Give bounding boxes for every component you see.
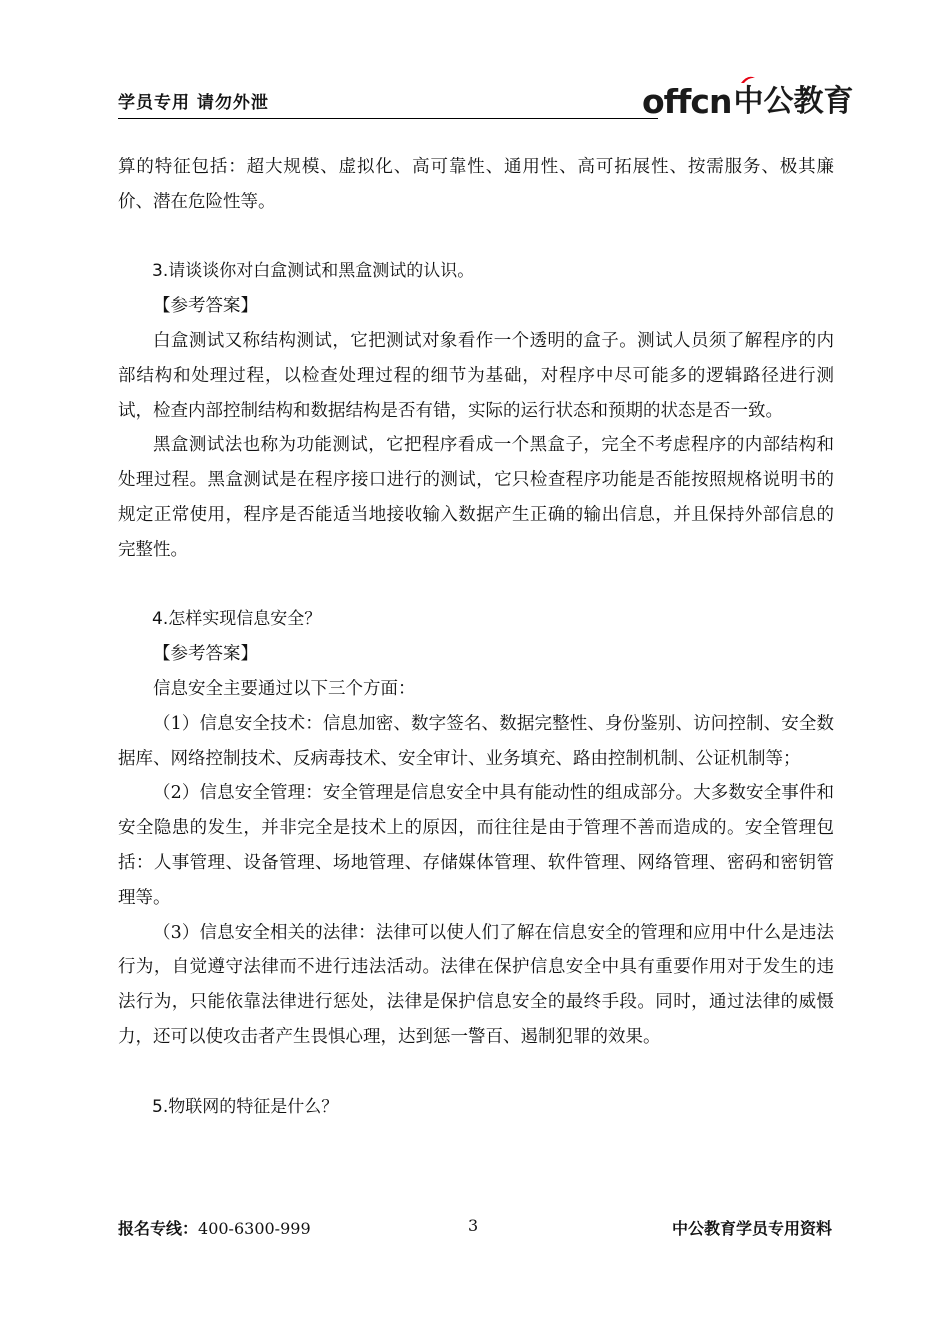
answer-4-item-1: （1）信息安全技术：信息加密、数字签名、数据完整性、身份鉴别、访问控制、安全数据库、网络控制技术、反病毒技术、安全审计、业务填充、路由控制机制、公证机制等； bbox=[118, 713, 834, 769]
header-notice: 学员专用 请勿外泄 bbox=[118, 93, 269, 113]
answer-4-intro: 信息安全主要通过以下三个方面： bbox=[153, 678, 416, 699]
answer-tag-3: 【参考答案】 bbox=[153, 296, 258, 317]
hotline-label: 报名专线： bbox=[118, 1219, 199, 1238]
logo-latin-text: offcn bbox=[642, 82, 732, 121]
page-body bbox=[118, 150, 834, 1124]
footer-brand-note: 中公教育学员专用资料 bbox=[671, 1219, 832, 1238]
question-3: 3.请谈谈你对白盒测试和黑盒测试的认识。 bbox=[152, 261, 475, 282]
answer-4-item-2: （2）信息安全管理：安全管理是信息安全中具有能动性的组成部分。大多数安全事件和安全隐患的发生，并非完全是技术上的原因，而往往是由于管理不善而造成的。安全管理包括：人事管理、设备管理、场地管理、存储媒体管理、软件管理、网络管理、密码和密钥管理等。 bbox=[118, 783, 834, 908]
header-divider bbox=[118, 118, 658, 119]
answer-3-paragraph-1: 白盒测试又称结构测试，它把测试对象看作一个透明的盒子。测试人员须了解程序的内部结构和处理过程，以检查处理过程的细节为基础，对程序中尽可能多的逻辑路径进行测试，检查内部控制结构和数据结构是否有错，实际的运行状态和预期的状态是否一致。 bbox=[118, 330, 834, 421]
logo-chinese-text: 中公教育 bbox=[733, 84, 854, 119]
answer-tag-4: 【参考答案】 bbox=[153, 644, 258, 665]
page-number: 3 bbox=[468, 1216, 479, 1235]
answer-3-paragraph-2: 黑盒测试法也称为功能测试，它把程序看成一个黑盒子，完全不考虑程序的内部结构和处理过程。黑盒测试是在程序接口进行的测试，它只检查程序功能是否能按照规格说明书的规定正常使用，程序是否能适当地接收输入数据产生正确的输出信息，并且保持外部信息的完整性。 bbox=[118, 435, 834, 560]
answer-4-item-3: （3）信息安全相关的法律：法律可以使人们了解在信息安全的管理和应用中什么是违法行为，自觉遵守法律而不进行违法活动。法律在保护信息安全中具有重要作用对于发生的违法行为，只能依靠法律进行惩处，法律是保护信息安全的最终手段。同时，通过法律的威慑力，还可以使攻击者产生畏惧心理，达到惩一警百、遏制犯罪的效果。 bbox=[118, 922, 834, 1047]
question-5: 5.物联网的特征是什么？ bbox=[152, 1096, 339, 1117]
footer-hotline bbox=[118, 1216, 311, 1239]
paragraph-continued: 算的特征包括：超大规模、虚拟化、高可靠性、通用性、高可拓展性、按需服务、极其廉价、潜在危险性等。 bbox=[118, 157, 834, 212]
question-4: 4.怎样实现信息安全？ bbox=[152, 609, 322, 630]
logo-swoosh-icon bbox=[740, 76, 756, 84]
hotline-number: 400-6300-999 bbox=[198, 1219, 311, 1238]
offcn-logo bbox=[642, 76, 853, 120]
